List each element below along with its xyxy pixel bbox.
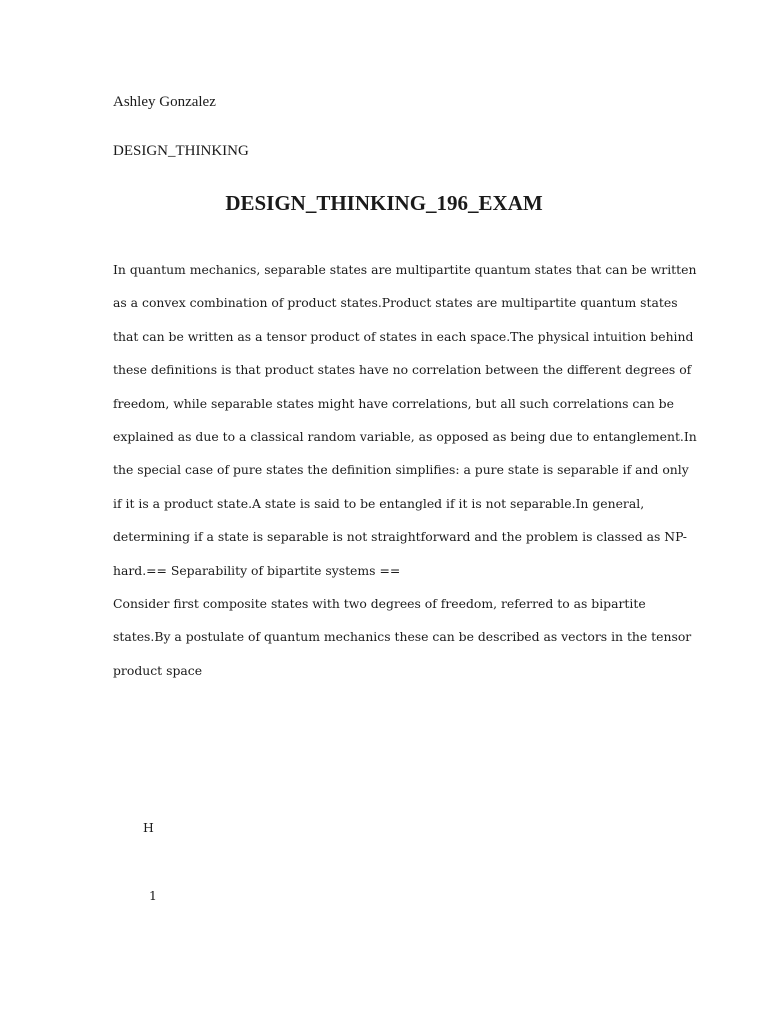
paragraph-1	[113, 253, 697, 587]
text-line: as a convex combination of product states.Product states are multipartite quantum states	[113, 295, 678, 311]
text-line: In quantum mechanics, separable states are multipartite quantum states that can be written	[113, 262, 697, 277]
text-line: freedom, while separable states might have correlations, but all such correlations can be	[113, 395, 674, 411]
document-title: DESIGN_THINKING_196_EXAM	[225, 191, 543, 215]
text-line: that can be written as a tensor product of states in each space.The physical intuition behind	[113, 328, 694, 344]
author-name: Ashley Gonzalez	[113, 94, 216, 110]
text-line: hard.== Separability of bipartite systems ==	[113, 562, 401, 578]
math-symbol: H	[143, 820, 154, 835]
course-name: DESIGN_THINKING	[113, 143, 249, 159]
paragraph-2	[113, 587, 692, 687]
text-line: states.By a postulate of quantum mechanics these can be described as vectors in the tensor	[113, 629, 692, 645]
math-subscript: 1	[149, 888, 157, 903]
text-line: these definitions is that product states have no correlation between the different degrees of	[113, 362, 692, 378]
text-line: if it is a product state.A state is said to be entangled if it is not separable.In general,	[113, 495, 645, 511]
text-line: determining if a state is separable is not straightforward and the problem is classed as NP-	[113, 529, 687, 545]
text-line: Consider first composite states with two degrees of freedom, referred to as bipartite	[113, 596, 646, 612]
text-line: explained as due to a classical random variable, as opposed as being due to entanglement.In	[113, 429, 697, 445]
body-text	[113, 253, 697, 687]
text-line: product space	[113, 662, 203, 678]
text-line: the special case of pure states the definition simplifies: a pure state is separable if and only	[113, 462, 689, 478]
